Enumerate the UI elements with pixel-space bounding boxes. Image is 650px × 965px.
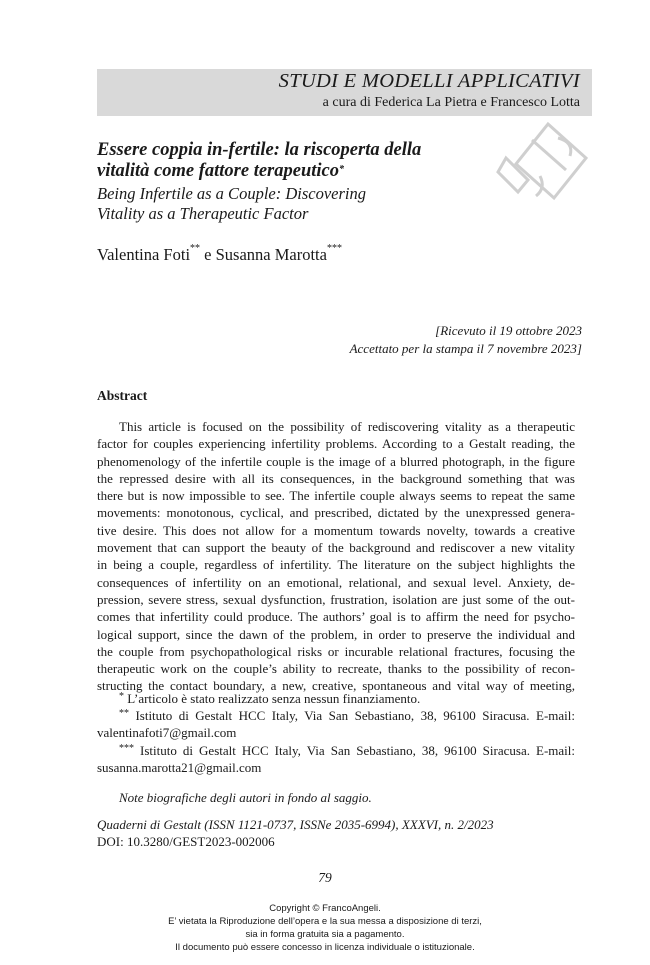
footnote-mark: *** (119, 742, 134, 754)
copyright-line: sia in forma gratuita sia a pagamento. (245, 929, 405, 940)
abstract-line: there but is now impossible to see. The infertile couple always seems to repeat the same (97, 488, 575, 504)
received-date: [Ricevuto il 19 ottobre 2023 (435, 323, 582, 338)
abstract-line: the couple from psychopathological risks or incurable relational fractures, focusing the (97, 643, 575, 659)
footnotes (97, 690, 575, 776)
submission-dates (350, 322, 582, 358)
abstract-line: the repressed desire with all its consequences, in the background something that was (97, 470, 575, 486)
footnote-email: susanna.marotta21@gmail.com (97, 759, 262, 775)
title-en-line-2: Vitality as a Therapeutic Factor (97, 204, 309, 223)
footnote-text: Istituto di Gestalt HCC Italy, Via San Sebastiano, 38, 96100 Siracusa. E-mail: (129, 708, 575, 724)
article-title-italian (97, 140, 421, 182)
copyright-line: Il documento può essere concesso in licenza individuale o istituzionale. (175, 942, 475, 953)
footnote-text: L’articolo è stato realizzato senza nessun finanziamento. (124, 691, 421, 706)
page-number: 79 (318, 870, 332, 885)
abstract-line: factor for couples experiencing infertility problems. According to a Gestalt reading, the (97, 436, 575, 452)
abstract-line: movements: monotonous, cyclical, and prescribed, dictated by the unexpressed genera- (97, 505, 575, 521)
abstract-line: logical support, since the dawn of the problem, in order to preserve the individual and (97, 626, 575, 642)
biography-note: Note biografiche degli autori in fondo al saggio. (119, 790, 372, 805)
title-it-line-1: Essere coppia in-fertile: la riscoperta della (97, 140, 422, 160)
footnote-mark: * (119, 691, 124, 702)
abstract-line: pression, severe stress, sexual dysfunction, frustration, isolation are just some of the out- (97, 591, 575, 607)
footnote-funding (97, 690, 575, 707)
doi: DOI: 10.3280/GEST2023-002006 (97, 834, 275, 849)
copyright-notice (0, 902, 650, 954)
footnote-email: valentinafoti7@gmail.com (97, 725, 237, 741)
journal-citation: Quaderni di Gestalt (ISSN 1121-0737, ISSNe 2035-6994), XXXVI, n. 2/2023 (97, 817, 494, 832)
abstract-line: This article is focused on the possibility of rediscovering vitality as a therapeutic (119, 419, 575, 434)
article-title-english (97, 184, 366, 224)
abstract-line: phenomenology of the infertile couple is the image of a blurred photograph, in the figure (97, 453, 575, 469)
copyright-line: E’ vietata la Riproduzione dell’opera e la sua messa a disposizione di terzi, (168, 916, 482, 927)
title-en-line-1: Being Infertile as a Couple: Discovering (97, 184, 366, 203)
abstract-line: comes that infertility could produce. The authors’ goal is to affirm the need for psycho- (97, 609, 575, 625)
author-footnote-mark: *** (326, 243, 342, 254)
abstract-line: consequences of infertility on an emotional, relational, and sexual level. Anxiety, de- (97, 574, 575, 590)
abstract-line: in being a couple, regardless of infertility. The literature on the subject highlights the (97, 557, 575, 573)
author-conjunction: e (200, 245, 216, 264)
journal-monogram-logo (488, 118, 592, 206)
footnote-mark: ** (119, 708, 129, 720)
abstract-line: structing the contact boundary, a new, creative, spontaneous and vital way of meeting, (97, 678, 575, 694)
footnote-text: Istituto di Gestalt HCC Italy, Via San Sebastiano, 38, 96100 Siracusa. E-mail: (134, 742, 575, 758)
abstract-heading: Abstract (97, 388, 148, 403)
section-editors: a cura di Federica La Pietra e Francesco Lotta (322, 95, 580, 110)
author-name: Valentina Foti (97, 245, 191, 264)
abstract-line: therapeutic work on the couple’s ability to recreate, thanks to the possibility of recon- (97, 661, 575, 677)
abstract-body (97, 418, 575, 695)
footnote-author-1 (97, 707, 575, 741)
abstract-line: tive desire. This does not allow for a momentum towards novelty, towards a creative (97, 522, 575, 538)
author-name: Susanna Marotta (215, 245, 327, 264)
author-footnote-mark: ** (190, 243, 201, 254)
title-it-line-2: vitalità come fattore terapeutico (97, 161, 339, 181)
abstract-line: movement that can support the beauty of the background and rediscover a new vitality (97, 540, 575, 556)
section-title: STUDI E MODELLI APPLICATIVI (278, 70, 580, 92)
journal-citation-block (97, 816, 494, 850)
accepted-date: Accettato per la stampa il 7 novembre 2023] (349, 341, 582, 356)
copyright-line: Copyright © FrancoAngeli. (269, 903, 381, 914)
title-footnote-mark: * (339, 164, 344, 175)
footnote-author-2 (97, 742, 575, 776)
author-list (97, 245, 342, 265)
